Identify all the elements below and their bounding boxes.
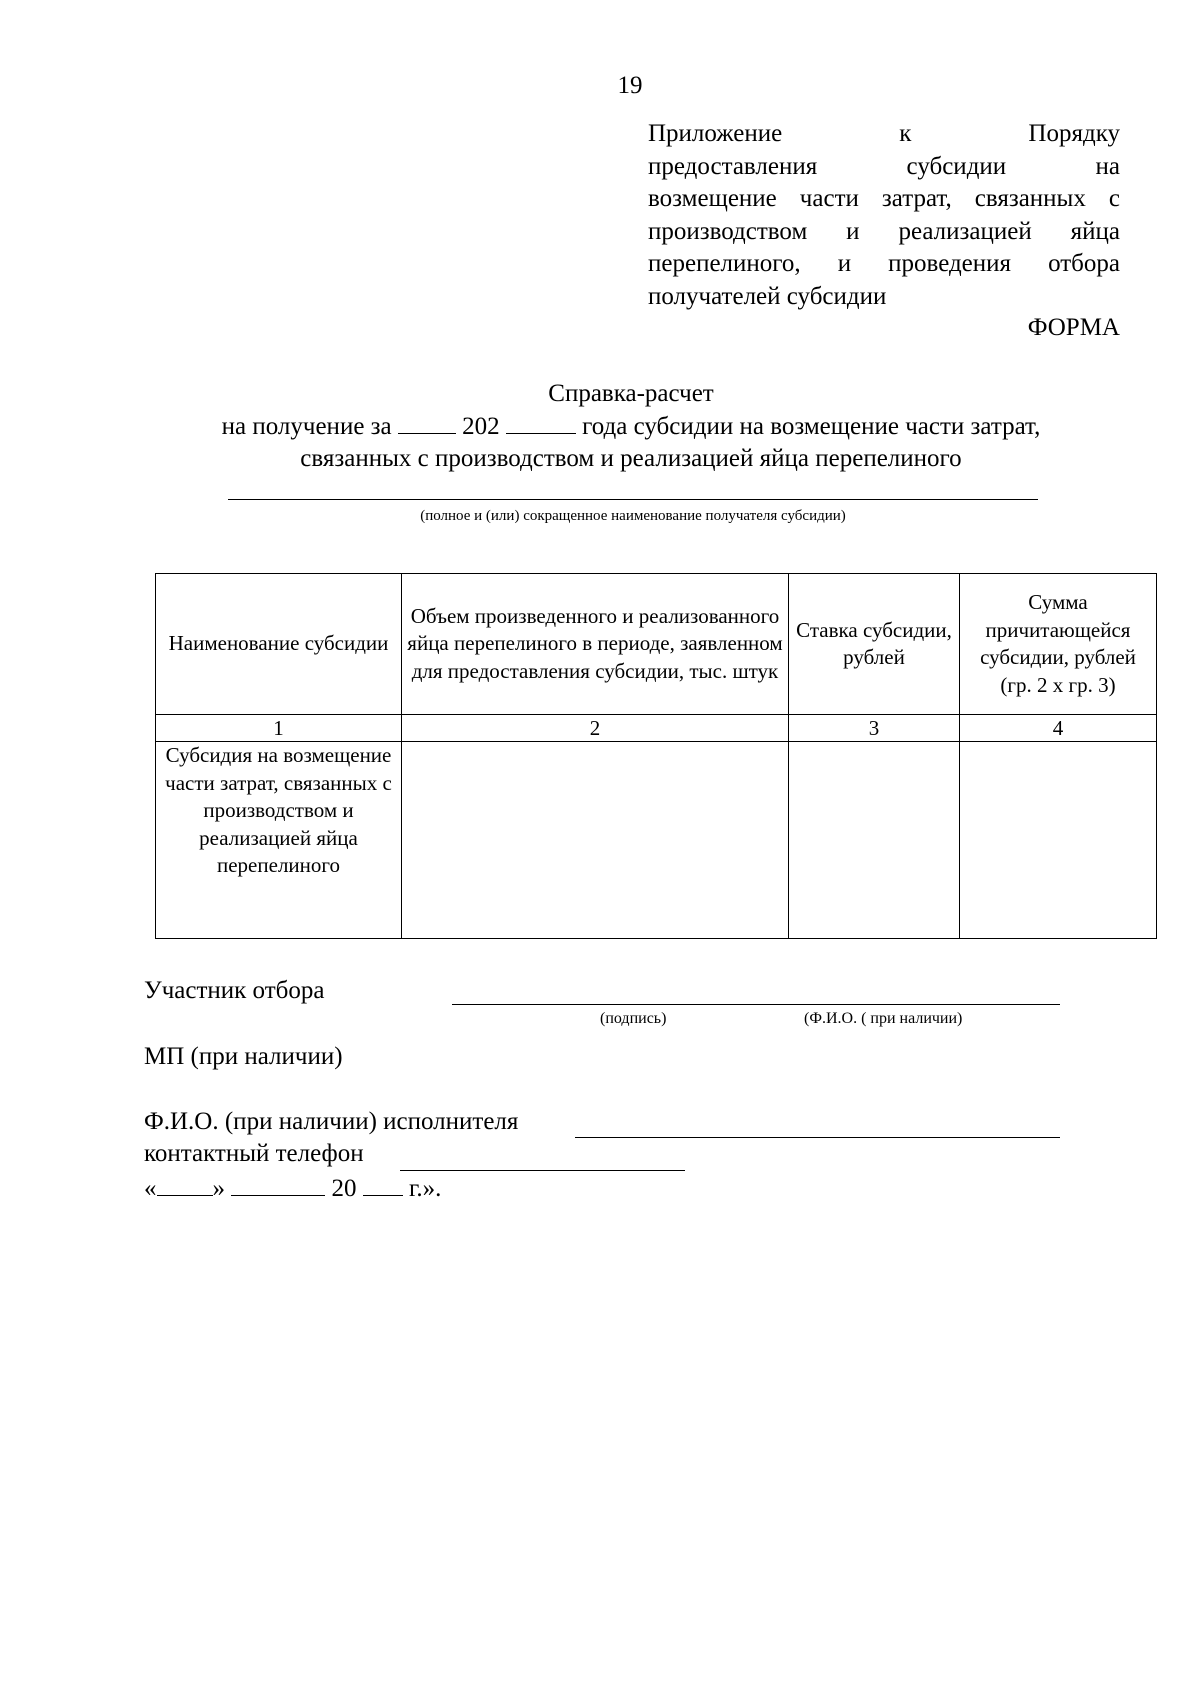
column-number: 2 xyxy=(402,715,789,742)
column-number: 3 xyxy=(789,715,960,742)
annex-line: получателей субсидии xyxy=(648,282,887,310)
table-row xyxy=(156,742,1157,939)
column-number: 4 xyxy=(960,715,1157,742)
signature-caption: (подпись) xyxy=(600,1010,667,1027)
document-title xyxy=(0,378,1200,476)
signature-line[interactable] xyxy=(452,1004,1060,1005)
column-number: 1 xyxy=(156,715,402,742)
period-blank[interactable] xyxy=(398,411,456,434)
column-number-row xyxy=(156,715,1157,742)
title-line-2: на получение за 202 года субсидии на возмещение части затрат, xyxy=(221,412,1041,440)
header-cell: Наименование субсидии xyxy=(156,574,402,715)
rate-cell[interactable] xyxy=(789,742,960,939)
annex-block xyxy=(648,118,1120,313)
year-blank[interactable] xyxy=(506,411,576,434)
phone-label: контактный телефон xyxy=(144,1140,364,1167)
fio-caption: (Ф.И.О. ( при наличии) xyxy=(804,1010,963,1027)
year-suffix-blank[interactable] xyxy=(363,1173,403,1196)
page-number: 19 xyxy=(617,72,643,99)
header-cell: Объем произведенного и реализованного яйца перепелиного в периоде, заявленном для предоставления субсидии, тыс. штук xyxy=(402,574,789,715)
day-blank[interactable] xyxy=(157,1173,213,1196)
participant-label: Участник отбора xyxy=(144,977,325,1004)
phone-line[interactable] xyxy=(400,1170,685,1171)
header-cell: Сумма причитающейся субсидии, рублей (гр. 2 х гр. 3) xyxy=(960,574,1157,715)
forma-label: ФОРМА xyxy=(1027,314,1120,341)
amount-cell[interactable] xyxy=(960,742,1157,939)
month-blank[interactable] xyxy=(231,1173,325,1196)
executor-name-line[interactable] xyxy=(575,1137,1060,1138)
title-line-1: Справка-расчет xyxy=(548,380,714,407)
annex-line: производством и реализацией яйца xyxy=(648,217,1120,245)
annex-line: предоставления субсидии на xyxy=(648,152,1120,180)
table-header-row xyxy=(156,574,1157,715)
volume-cell[interactable] xyxy=(402,742,789,939)
calculation-table xyxy=(155,573,1157,939)
subsidy-name-cell: Субсидия на возмещение части затрат, связанных с производством и реализацией яйца перепелиного xyxy=(156,742,402,939)
mp-label: МП (при наличии) xyxy=(144,1043,343,1070)
header-cell: Ставка субсидии, рублей xyxy=(789,574,960,715)
recipient-caption: (полное и (или) сокращенное наименование получателя субсидии) xyxy=(420,508,846,524)
annex-line: перепелиного, и проведения отбора xyxy=(648,250,1120,277)
executor-label: Ф.И.О. (при наличии) исполнителя xyxy=(144,1108,519,1135)
recipient-name-line[interactable] xyxy=(228,499,1038,500)
annex-line: возмещение части затрат, связанных с xyxy=(648,185,1120,212)
annex-line: Приложение к Порядку xyxy=(648,120,1120,147)
date-line: « » 20 г.». xyxy=(144,1175,442,1202)
title-line-3: связанных с производством и реализацией яйца перепелиного xyxy=(300,445,962,472)
